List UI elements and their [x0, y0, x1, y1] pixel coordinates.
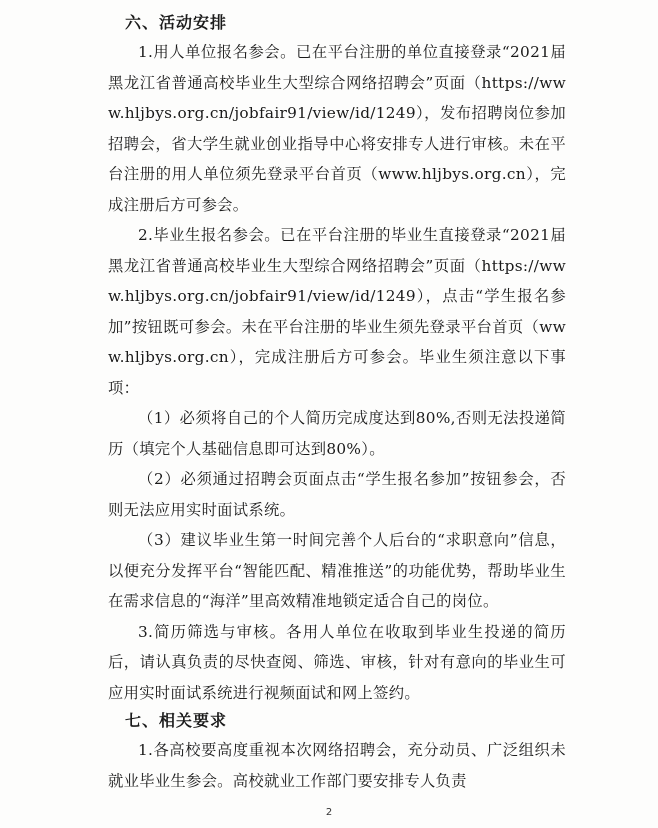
paragraph-university-requirements: 1.各高校要高度重视本次网络招聘会，充分动员、广泛组织未就业毕业生参会。高校就业工作部门要安排专人负责 [108, 741, 566, 790]
paragraph-resume-screening: 3.简历筛选与审核。各用人单位在收取到毕业生投递的简历后，请认真负责的尽快查阅、筛选、审核，针对有意向的毕业生可应用实时面试系统进行视频面试和网上签约。 [108, 622, 566, 702]
paragraph-note-signup-button: （2）必须通过招聘会页面点击“学生报名参加”按钮参会，否则无法应用实时面试系统。 [108, 470, 566, 519]
paragraph-note-job-intention: （3）建议毕业生第一时间完善个人后台的“求职意向”信息，以便充分发挥平台“智能匹配、精准推送”的功能优势，帮助毕业生在需求信息的“海洋”里高效精准地锁定适合自己的岗位。 [108, 531, 566, 610]
section-heading-activity-arrangement: 六、活动安排 [125, 13, 228, 32]
paragraph-employer-registration: 1.用人单位报名参会。已在平台注册的单位直接登录“2021届黑龙江省普通高校毕业生大型综合网络招聘会”页面（https://www.hljbys.org.cn/jobfair91/view/id/1249），发布招聘岗位参加招聘会，省大学生就业创业指导中心将安排专人进行审核。未在平台注册的用人单位须先登录平台首页（www.hljbys.org.cn），完成注册后方可参会。 [108, 43, 566, 214]
page-number: 2 [325, 807, 333, 818]
paragraph-note-resume-completion: （1）必须将自己的个人简历完成度达到80%,否则无法投递简历（填完个人基础信息即可达到80%）。 [108, 409, 566, 458]
document-body [108, 10, 566, 796]
section-heading-requirements: 七、相关要求 [125, 711, 228, 730]
paragraph-graduate-registration: 2.毕业生报名参会。已在平台注册的毕业生直接登录“2021届黑龙江省普通高校毕业生大型综合网络招聘会”页面（https://www.hljbys.org.cn/jobfair91/view/id/1249），点击“学生报名参加”按钮既可参会。未在平台注册的毕业生须先登录平台首页（www.hljbys.org.cn），完成注册后方可参会。毕业生须注意以下事项： [108, 226, 566, 397]
